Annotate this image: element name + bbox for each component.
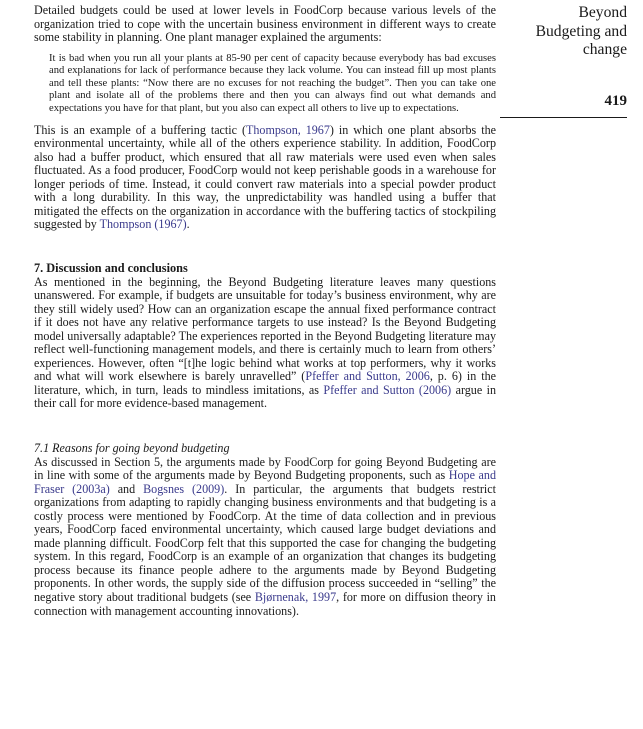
reasons-paragraph: As discussed in Section 5, the arguments made by FoodCorp for going Beyond Budgeting are in line with some of the arguments made by Beyond Budgeting proponents, such as Hope and Fraser (2003a) and Bogsnes (2009). In particular, the arguments that budgets restrict organizations from adapting to rapidly changing business environments and that budgeting is a costly process were mentioned by FoodCorp. At the time of data collection and in previous years, FoodCorp faced environmental uncertainty, which caused large budget deviations and made planning difficult. FoodCorp felt that this supported the case for changing the budgeting system. In this regard, FoodCorp is an example of an organization that changes its budgeting process because its finance people adhere to the arguments made by Beyond Budgeting proponents. In other words, the supply side of the diffusion process succeeded in “selling” the negative story about traditional budgets (see Bjørnenak, 1997, for more on diffusion theory in connection with management accounting innovations). (34, 454, 496, 618)
citation-link[interactable]: Thompson, 1967 (246, 122, 330, 137)
citation-link[interactable]: Thompson (1967) (99, 217, 187, 232)
article-body (34, 4, 496, 618)
section-heading: 7. Discussion and conclusions (34, 260, 188, 275)
citation-link[interactable]: Hope and Fraser (2003a) (34, 468, 496, 496)
subsection-heading: 7.1 Reasons for going beyond budgeting (34, 441, 230, 455)
buffer-paragraph: This is an example of a buffering tactic (Thompson, 1967) in which one plant absorbs the environmental uncertainty, while all of the others experience stability. In addition, FoodCorp also had a buffer product, which ensured that all raw materials were used even when sales fluctuated. As a food producer, FoodCorp would not keep perishable goods in a warehouse for longer periods of time. Instead, it could convert raw materials into a special powder product with a long durability. In this way, the unpredictability was handled using a buffer that mitigated the effects on the organization in accordance with the buffering tactics of stockpiling suggested by Thompson (1967). (34, 122, 496, 232)
citation-link[interactable]: Bjørnenak, 1997 (254, 590, 337, 605)
citation-link[interactable]: Bogsnes (2009) (143, 481, 225, 496)
block-quote: It is bad when you run all your plants at 85-90 per cent of capacity because everybody has bad excuses and explanations for lack of performance because they lack volume. You can instead fill up most plants and tell these plants: “Now there are no excuses for not reaching the budget”. Then you can take one plant and isolate all of the problems there and then you can always find out what demands and expectations you have for that plant, but you also can expect all others to live up to expectations. (49, 52, 496, 115)
running-head-line: change (582, 41, 627, 59)
page-sidebar (503, 4, 627, 109)
running-head-line: Budgeting and (535, 22, 627, 40)
citation-link[interactable]: Pfeffer and Sutton, 2006 (305, 369, 430, 384)
running-head-line: Beyond (578, 4, 627, 21)
page-number: 419 (604, 93, 627, 109)
intro-paragraph: Detailed budgets could be used at lower levels in FoodCorp because various levels of the organization tried to cope with the uncertain business environment in different ways to create some stability in planning. One plant manager explained the arguments: (34, 3, 496, 45)
sidebar-rule (500, 117, 627, 118)
citation-link[interactable]: Pfeffer and Sutton (2006) (323, 382, 452, 397)
discussion-paragraph: As mentioned in the beginning, the Beyond Budgeting literature leaves many questions unanswered. For example, if budgets are unsuitable for today’s business environment, why are they still widely used? How can an organization escape the annual fixed performance contract if it does not have any relative performance targets to use instead? Is the Beyond Budgeting model universally adaptable? The experiences reported in the Beyond Budgeting literature may reflect well-functioning management models, and there is certainly much to learn from others’ experiences. However, often “[t]he logic behind what works at top performers, why it works and what will work elsewhere is barely unravelled” (Pfeffer and Sutton, 2006, p. 6) in the literature, which, in turn, leads to mindless imitations, as Pfeffer and Sutton (2006) argue in their call for more evidence-based management. (34, 274, 497, 411)
